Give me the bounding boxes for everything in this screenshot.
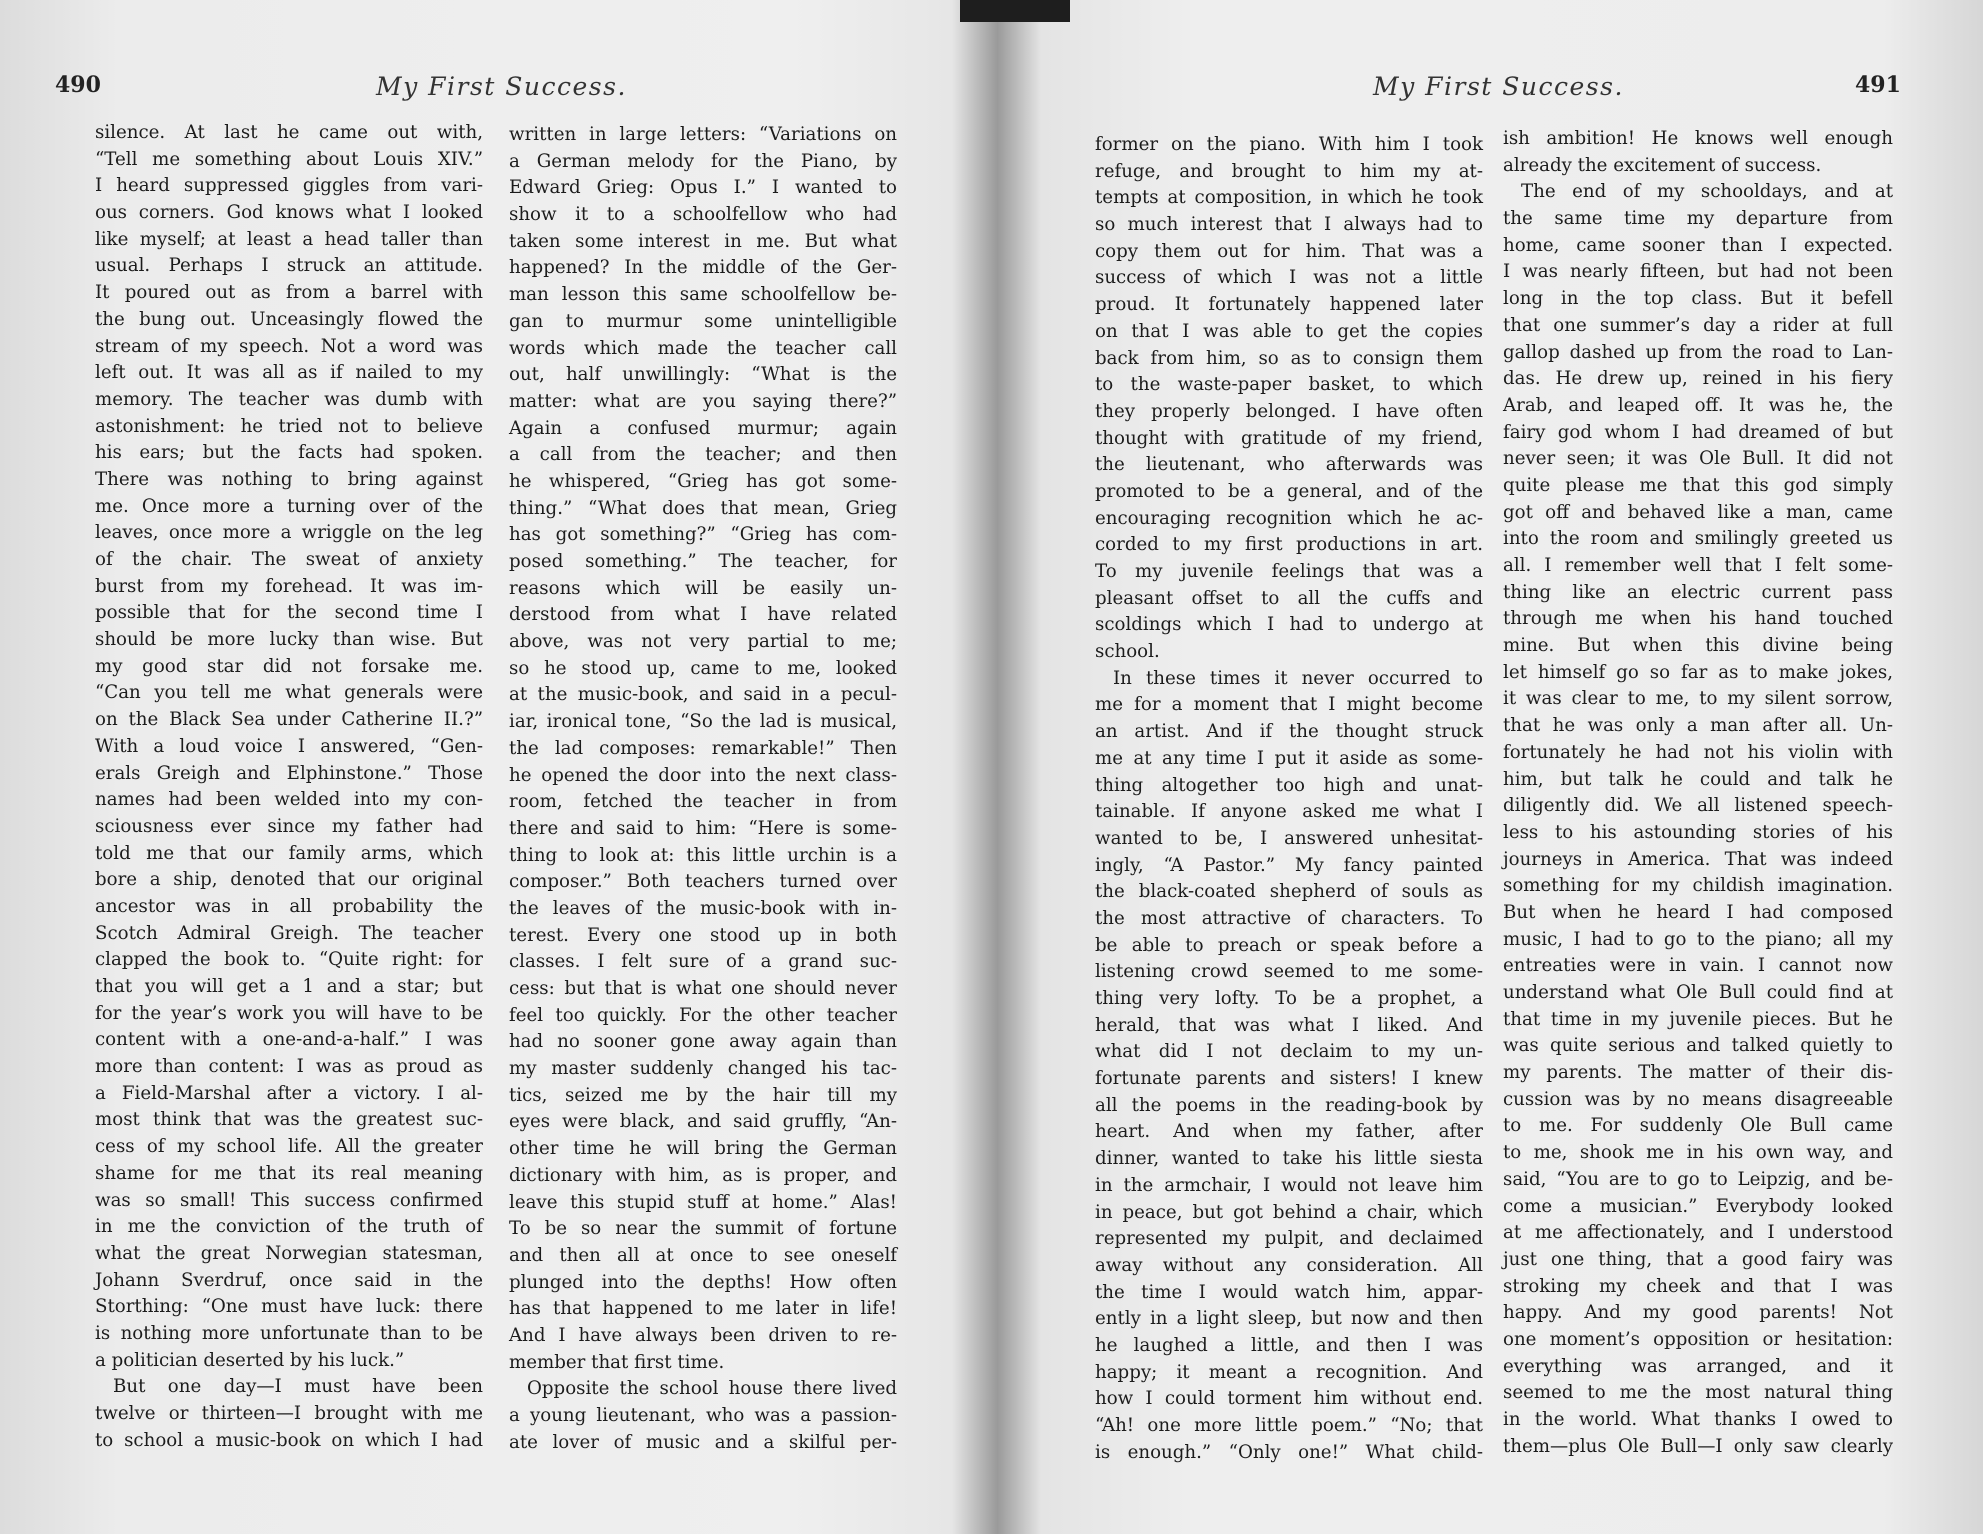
text-line: represented my pulpit, and declaimed — [1095, 1228, 1483, 1250]
text-line: me for a moment that I might become — [1095, 694, 1483, 716]
text-line: a Field-Marshal after a victory. I al- — [95, 1082, 483, 1104]
text-line: the black-coated shepherd of souls as — [1095, 881, 1483, 903]
text-line: fortunately he had not his violin with — [1503, 741, 1893, 763]
text-line: of the chair. The sweat of anxiety — [95, 549, 483, 570]
text-line: dictionary with him, as is proper, and — [509, 1164, 897, 1186]
text-line: to me, shook me in his own way, and — [1503, 1142, 1893, 1164]
text-line: that one summer’s day a rider at full — [1503, 314, 1893, 336]
text-line: listening crowd seemed to me some- — [1095, 961, 1483, 983]
text-line: was quite serious and talked quietly to — [1503, 1035, 1893, 1057]
text-line: understand what Ole Bull could find at — [1503, 982, 1893, 1003]
text-line: thing very lofty. To be a prophet, a — [1095, 988, 1483, 1009]
text-line: in the world. What thanks I owed to — [1503, 1409, 1893, 1430]
text-line: cess: but that is what one should never — [509, 978, 897, 999]
text-line: composer.” Both teachers turned over — [509, 871, 897, 893]
text-line: should be more lucky than wise. But — [95, 629, 483, 651]
text-line: has got something?” “Grieg has com- — [509, 524, 897, 546]
text-line: into the room and smilingly greeted us — [1503, 528, 1893, 550]
text-line: corded to my first productions in art. — [1095, 534, 1483, 556]
running-head-right: My First Success. — [1373, 72, 1624, 101]
text-line: burst from my forehead. It was im- — [95, 575, 483, 597]
text-line: matter: what are you saying there?” — [509, 390, 897, 412]
text-line: to school a music-book on which I had — [95, 1429, 483, 1451]
text-line: everything was arranged, and it — [1503, 1355, 1893, 1377]
text-line: ingly, “A Pastor.” My fancy painted — [1095, 854, 1483, 876]
text-line: content with a one-and-a-half.” I was — [95, 1029, 483, 1051]
text-line: das. He drew up, reined in his fiery — [1503, 368, 1893, 390]
text-line: on the Black Sea under Catherine II.?” — [95, 709, 483, 731]
text-line: pleasant offset to all the cuffs and — [1095, 587, 1483, 609]
text-line: room, fetched the teacher in from — [509, 791, 897, 813]
text-line: usual. Perhaps I struck an attitude. — [95, 255, 483, 277]
text-line: astonishment: he tried not to believe — [95, 415, 483, 437]
text-line: posed something.” The teacher, for — [509, 551, 897, 572]
text-line: dinner, wanted to take his little siesta — [1095, 1148, 1483, 1170]
text-line: how I could torment him without end. — [1095, 1388, 1483, 1410]
text-line: he opened the door into the next class- — [509, 764, 897, 786]
text-line: twelve or thirteen—I brought with me — [95, 1403, 483, 1424]
text-line: the lieutenant, who afterwards was — [1095, 454, 1483, 476]
text-line: thing to look at: this little urchin is a — [509, 844, 897, 866]
text-line: my master suddenly changed his tac- — [509, 1058, 897, 1080]
text-line: all the poems in the reading-book by — [1095, 1094, 1483, 1116]
text-line: “Tell me something about Louis XIV.” — [95, 148, 483, 170]
text-line: The end of my schooldays, and at — [1521, 181, 1893, 203]
text-line: the lad composes: remarkable!” Then — [509, 737, 897, 759]
text-line: to the waste-paper basket, to which — [1095, 374, 1483, 396]
text-line: a call from the teacher; and then — [509, 444, 897, 466]
text-line: entreaties were in vain. I cannot now — [1503, 955, 1893, 977]
text-line: sciousness ever since my father had — [95, 815, 483, 837]
text-line: ate lover of music and a skilful per- — [509, 1431, 897, 1453]
text-line: them—plus Ole Bull—I only saw clearly — [1503, 1435, 1893, 1457]
text-line: thought with gratitude of my friend, — [1095, 427, 1483, 449]
text-line: my good star did not forsake me. — [95, 655, 483, 677]
text-line: got off and behaved like a man, came — [1503, 501, 1893, 523]
text-line: said, “You are to go to Leipzig, and be- — [1503, 1168, 1893, 1190]
text-line: classes. I felt sure of a grand suc- — [509, 951, 897, 973]
text-line: To my juvenile feelings that was a — [1095, 561, 1483, 582]
text-line: promoted to be a general, and of the — [1095, 480, 1483, 502]
text-line: ently in a light sleep, but now and then — [1095, 1308, 1483, 1330]
text-line: “Ah! one more little poem.” “No; that — [1095, 1415, 1483, 1436]
text-line: his ears; but the facts had spoken. — [95, 442, 483, 464]
text-line: happy. And my good parents! Not — [1503, 1302, 1893, 1324]
text-line: there and said to him: “Here is some- — [509, 817, 897, 839]
text-line: was so small! This success confirmed — [95, 1189, 483, 1211]
text-line: fortunate parents and sisters! I knew — [1095, 1068, 1483, 1090]
text-line: shame for me that its real meaning — [95, 1162, 483, 1184]
text-line: leave this stupid stuff at home.” Alas! — [509, 1191, 897, 1213]
text-line: they properly belonged. I have often — [1095, 400, 1483, 422]
text-line: home, came sooner than I expected. — [1503, 234, 1893, 256]
text-line: a German melody for the Piano, by — [509, 150, 897, 172]
text-line: gan to murmur some unintelligible — [509, 310, 897, 332]
text-line: in peace, but got behind a chair, which — [1095, 1201, 1483, 1223]
text-line: Storthing: “One must have luck: there — [95, 1296, 483, 1318]
right-column-1 — [1095, 132, 1483, 1466]
text-line: out, half unwillingly: “What is the — [509, 364, 897, 386]
text-line: is nothing more unfortunate than to be — [95, 1322, 483, 1344]
text-line: other time he will bring the German — [509, 1138, 897, 1160]
text-line: plunged into the depths! How often — [509, 1271, 897, 1293]
text-line: ous corners. God knows what I looked — [95, 202, 483, 224]
text-line: a young lieutenant, who was a passion- — [509, 1405, 897, 1426]
text-line: herald, that was what I liked. And — [1095, 1014, 1483, 1036]
text-line: With a loud voice I answered, “Gen- — [95, 735, 483, 757]
text-line: thing altogether too high and unat- — [1095, 774, 1483, 796]
text-line: a politician deserted by his luck.” — [95, 1349, 405, 1371]
text-line: But when he heard I had composed — [1503, 901, 1893, 923]
text-line: tainable. If anyone asked me what I — [1095, 801, 1483, 823]
text-line: show it to a schoolfellow who had — [509, 204, 897, 226]
left-column-1 — [95, 120, 483, 1454]
text-line: Opposite the school house there lived — [527, 1378, 897, 1400]
text-line: in me the conviction of the truth of — [95, 1216, 483, 1238]
text-line: long in the top class. But it befell — [1503, 288, 1893, 310]
text-line: ish ambition! He knows well enough — [1503, 128, 1893, 149]
text-line: encouraging recognition which he ac- — [1095, 507, 1483, 529]
text-line: thing like an electric current pass — [1503, 581, 1893, 603]
right-column-2 — [1503, 126, 1893, 1460]
text-line: it was clear to me, to my silent sorrow, — [1503, 688, 1893, 710]
text-line: written in large letters: “Variations on — [509, 124, 897, 145]
text-line: on that I was able to get the copies — [1095, 320, 1483, 342]
text-line: journeys in America. That was indeed — [1503, 848, 1893, 870]
text-line: so he stood up, came to me, looked — [509, 657, 897, 679]
text-line: bore a ship, denoted that our original — [95, 869, 483, 891]
text-line: just one thing, that a good fairy was — [1503, 1248, 1893, 1270]
gutter-shadow — [960, 0, 1070, 22]
text-line: the leaves of the music-book with in- — [509, 897, 897, 919]
text-line: happy; it meant a recognition. And — [1095, 1361, 1483, 1383]
text-line: never seen; it was Ole Bull. It did not — [1503, 448, 1893, 470]
text-line: one moment’s opposition or hesitation: — [1503, 1328, 1893, 1350]
text-line: music, I had to go to the piano; all my — [1503, 928, 1893, 950]
text-line: I was nearly fifteen, but had not been — [1503, 261, 1893, 283]
text-line: And I have always been driven to re- — [509, 1324, 897, 1346]
text-line: me at any time I put it aside as some- — [1095, 747, 1483, 769]
text-line: something for my childish imagination. — [1503, 875, 1893, 897]
text-line: stroking my cheek and that I was — [1503, 1275, 1893, 1297]
text-line: so much interest that I always had to — [1095, 214, 1483, 236]
text-line: derstood from what I have related — [509, 604, 897, 626]
text-line: ancestor was in all probability the — [95, 895, 483, 917]
text-line: erals Greigh and Elphinstone.” Those — [95, 762, 483, 784]
running-head-left: My First Success. — [376, 72, 627, 101]
text-line: scoldings which I had to undergo at — [1095, 614, 1483, 636]
text-line: away without any consideration. All — [1095, 1254, 1483, 1276]
text-line: silence. At last he came out with, — [95, 122, 483, 143]
text-line: Arab, and leaped off. It was he, the — [1503, 394, 1893, 416]
text-line: To be so near the summit of fortune — [509, 1218, 897, 1240]
text-line: what did I not declaim to my un- — [1095, 1041, 1483, 1063]
text-line: wanted to be, I answered unhesitat- — [1095, 827, 1483, 849]
text-line: for the year’s work you will have to be — [95, 1002, 483, 1024]
text-line: back from him, so as to consign them — [1095, 347, 1483, 369]
text-line: cess of my school life. All the greater — [95, 1136, 483, 1158]
text-line: less to his astounding stories of his — [1503, 821, 1893, 843]
text-line: all. I remember well that I felt some- — [1503, 555, 1893, 576]
text-line: Scotch Admiral Greigh. The teacher — [95, 922, 483, 944]
text-line: copy them out for him. That was a — [1095, 240, 1483, 262]
text-line: be able to preach or speak before a — [1095, 934, 1483, 956]
text-line: most think that was the greatest suc- — [95, 1109, 483, 1131]
text-line: reasons which will be easily un- — [509, 577, 897, 599]
text-line: seemed to me the most natural thing — [1503, 1382, 1893, 1404]
text-line: the time I would watch him, appar- — [1095, 1281, 1483, 1303]
text-line: he whispered, “Grieg has got some- — [509, 470, 897, 492]
text-line: he laughed a little, and then I was — [1095, 1334, 1483, 1356]
text-line: and then all at once to see oneself — [509, 1244, 897, 1266]
text-line: gallop dashed up from the road to Lan- — [1503, 341, 1893, 363]
text-line: that he was only a man after all. Un- — [1503, 715, 1893, 737]
text-line: has that happened to me later in life! — [509, 1298, 897, 1320]
text-line: through me when his hand touched — [1503, 608, 1893, 630]
text-line: him, but talk he could and talk he — [1503, 768, 1893, 790]
text-line: feel too quickly. For the other teacher — [509, 1004, 897, 1026]
text-line: cussion was by no means disagreeable — [1503, 1088, 1893, 1110]
text-line: at the music-book, and said in a pecul- — [509, 684, 897, 706]
text-line: like myself; at least a head taller than — [95, 228, 483, 250]
text-line: my parents. The matter of their dis- — [1503, 1062, 1893, 1084]
text-line: success of which I was not a little — [1095, 267, 1483, 289]
text-line: at me affectionately, and I understood — [1503, 1222, 1893, 1244]
text-line: It poured out as from a barrel with — [95, 282, 483, 304]
text-line: former on the piano. With him I took — [1095, 134, 1483, 155]
text-line: told me that our family arms, which — [95, 842, 483, 864]
text-line: terest. Every one stood up in both — [509, 924, 897, 946]
text-line: me. Once more a turning over of the — [95, 495, 483, 517]
text-line: an artist. And if the thought struck — [1095, 721, 1483, 743]
text-line: eyes were black, and said gruffly, “An- — [509, 1111, 897, 1133]
text-line: mine. But when this divine being — [1503, 635, 1893, 657]
text-line: fairy god whom I had dreamed of but — [1503, 421, 1893, 443]
text-line: tempts at composition, in which he took — [1095, 187, 1483, 209]
text-line: proud. It fortunately happened later — [1095, 294, 1483, 316]
text-line: In these times it never occurred to — [1113, 667, 1483, 689]
text-line: more than content: I was as proud as — [95, 1056, 483, 1078]
text-line: what the great Norwegian statesman, — [95, 1242, 483, 1264]
text-line: the same time my departure from — [1503, 208, 1893, 230]
text-line: the most attractive of characters. To — [1095, 907, 1483, 929]
text-line: come a musician.” Everybody looked — [1503, 1195, 1893, 1217]
text-line: Again a confused murmur; again — [509, 417, 897, 439]
text-line: stream of my speech. Not a word was — [95, 335, 483, 357]
left-column-2 — [509, 122, 897, 1456]
text-line: Johann Sverdruf, once said in the — [95, 1269, 483, 1291]
text-line: possible that for the second time I — [95, 602, 483, 624]
text-line: school. — [1095, 641, 1160, 663]
text-line: heart. And when my father, after — [1095, 1121, 1483, 1143]
text-line: tics, seized me by the hair till my — [509, 1084, 897, 1106]
text-line: in the armchair, I would not leave him — [1095, 1174, 1483, 1196]
text-line: I heard suppressed giggles from vari- — [95, 175, 483, 197]
text-line: above, was not very partial to me; — [509, 631, 897, 653]
text-line: clapped the book to. “Quite right: for — [95, 949, 483, 971]
text-line: taken some interest in me. But what — [509, 230, 897, 252]
text-line: iar, ironical tone, “So the lad is musical, — [509, 711, 897, 733]
text-line: happened? In the middle of the Ger- — [509, 257, 897, 279]
text-line: let himself go so far as to make jokes, — [1503, 661, 1893, 683]
text-line: “Can you tell me what generals were — [95, 682, 483, 704]
text-line: There was nothing to bring against — [95, 468, 483, 490]
text-line: Edward Grieg: Opus I.” I wanted to — [509, 177, 897, 199]
text-line: thing.” “What does that mean, Grieg — [509, 497, 897, 519]
text-line: that time in my juvenile pieces. But he — [1503, 1008, 1893, 1030]
text-line: quite please me that this god simply — [1503, 474, 1893, 496]
text-line: refuge, and brought to him my at- — [1095, 160, 1483, 182]
page-number-left: 490 — [55, 72, 101, 98]
page-number-right: 491 — [1855, 72, 1901, 98]
text-line: leaves, once more a wriggle on the leg — [95, 522, 483, 544]
text-line: left out. It was all as if nailed to my — [95, 362, 483, 384]
text-line: But one day—I must have been — [113, 1376, 483, 1398]
text-line: that you will get a 1 and a star; but — [95, 976, 483, 997]
text-line: the bung out. Unceasingly flowed the — [95, 308, 483, 330]
text-line: had no sooner gone away again than — [509, 1031, 897, 1053]
text-line: names had been welded into my con- — [95, 789, 483, 811]
text-line: memory. The teacher was dumb with — [95, 388, 483, 410]
text-line: diligently did. We all listened speech- — [1503, 795, 1893, 817]
text-line: to me. For suddenly Ole Bull came — [1503, 1115, 1893, 1137]
text-line: is enough.” “Only one!” What child- — [1095, 1441, 1483, 1463]
text-line: man lesson this same schoolfellow be- — [509, 284, 897, 306]
text-line: words which made the teacher call — [509, 337, 897, 359]
text-line: already the excitement of success. — [1503, 154, 1822, 176]
text-line: member that first time. — [509, 1351, 725, 1373]
